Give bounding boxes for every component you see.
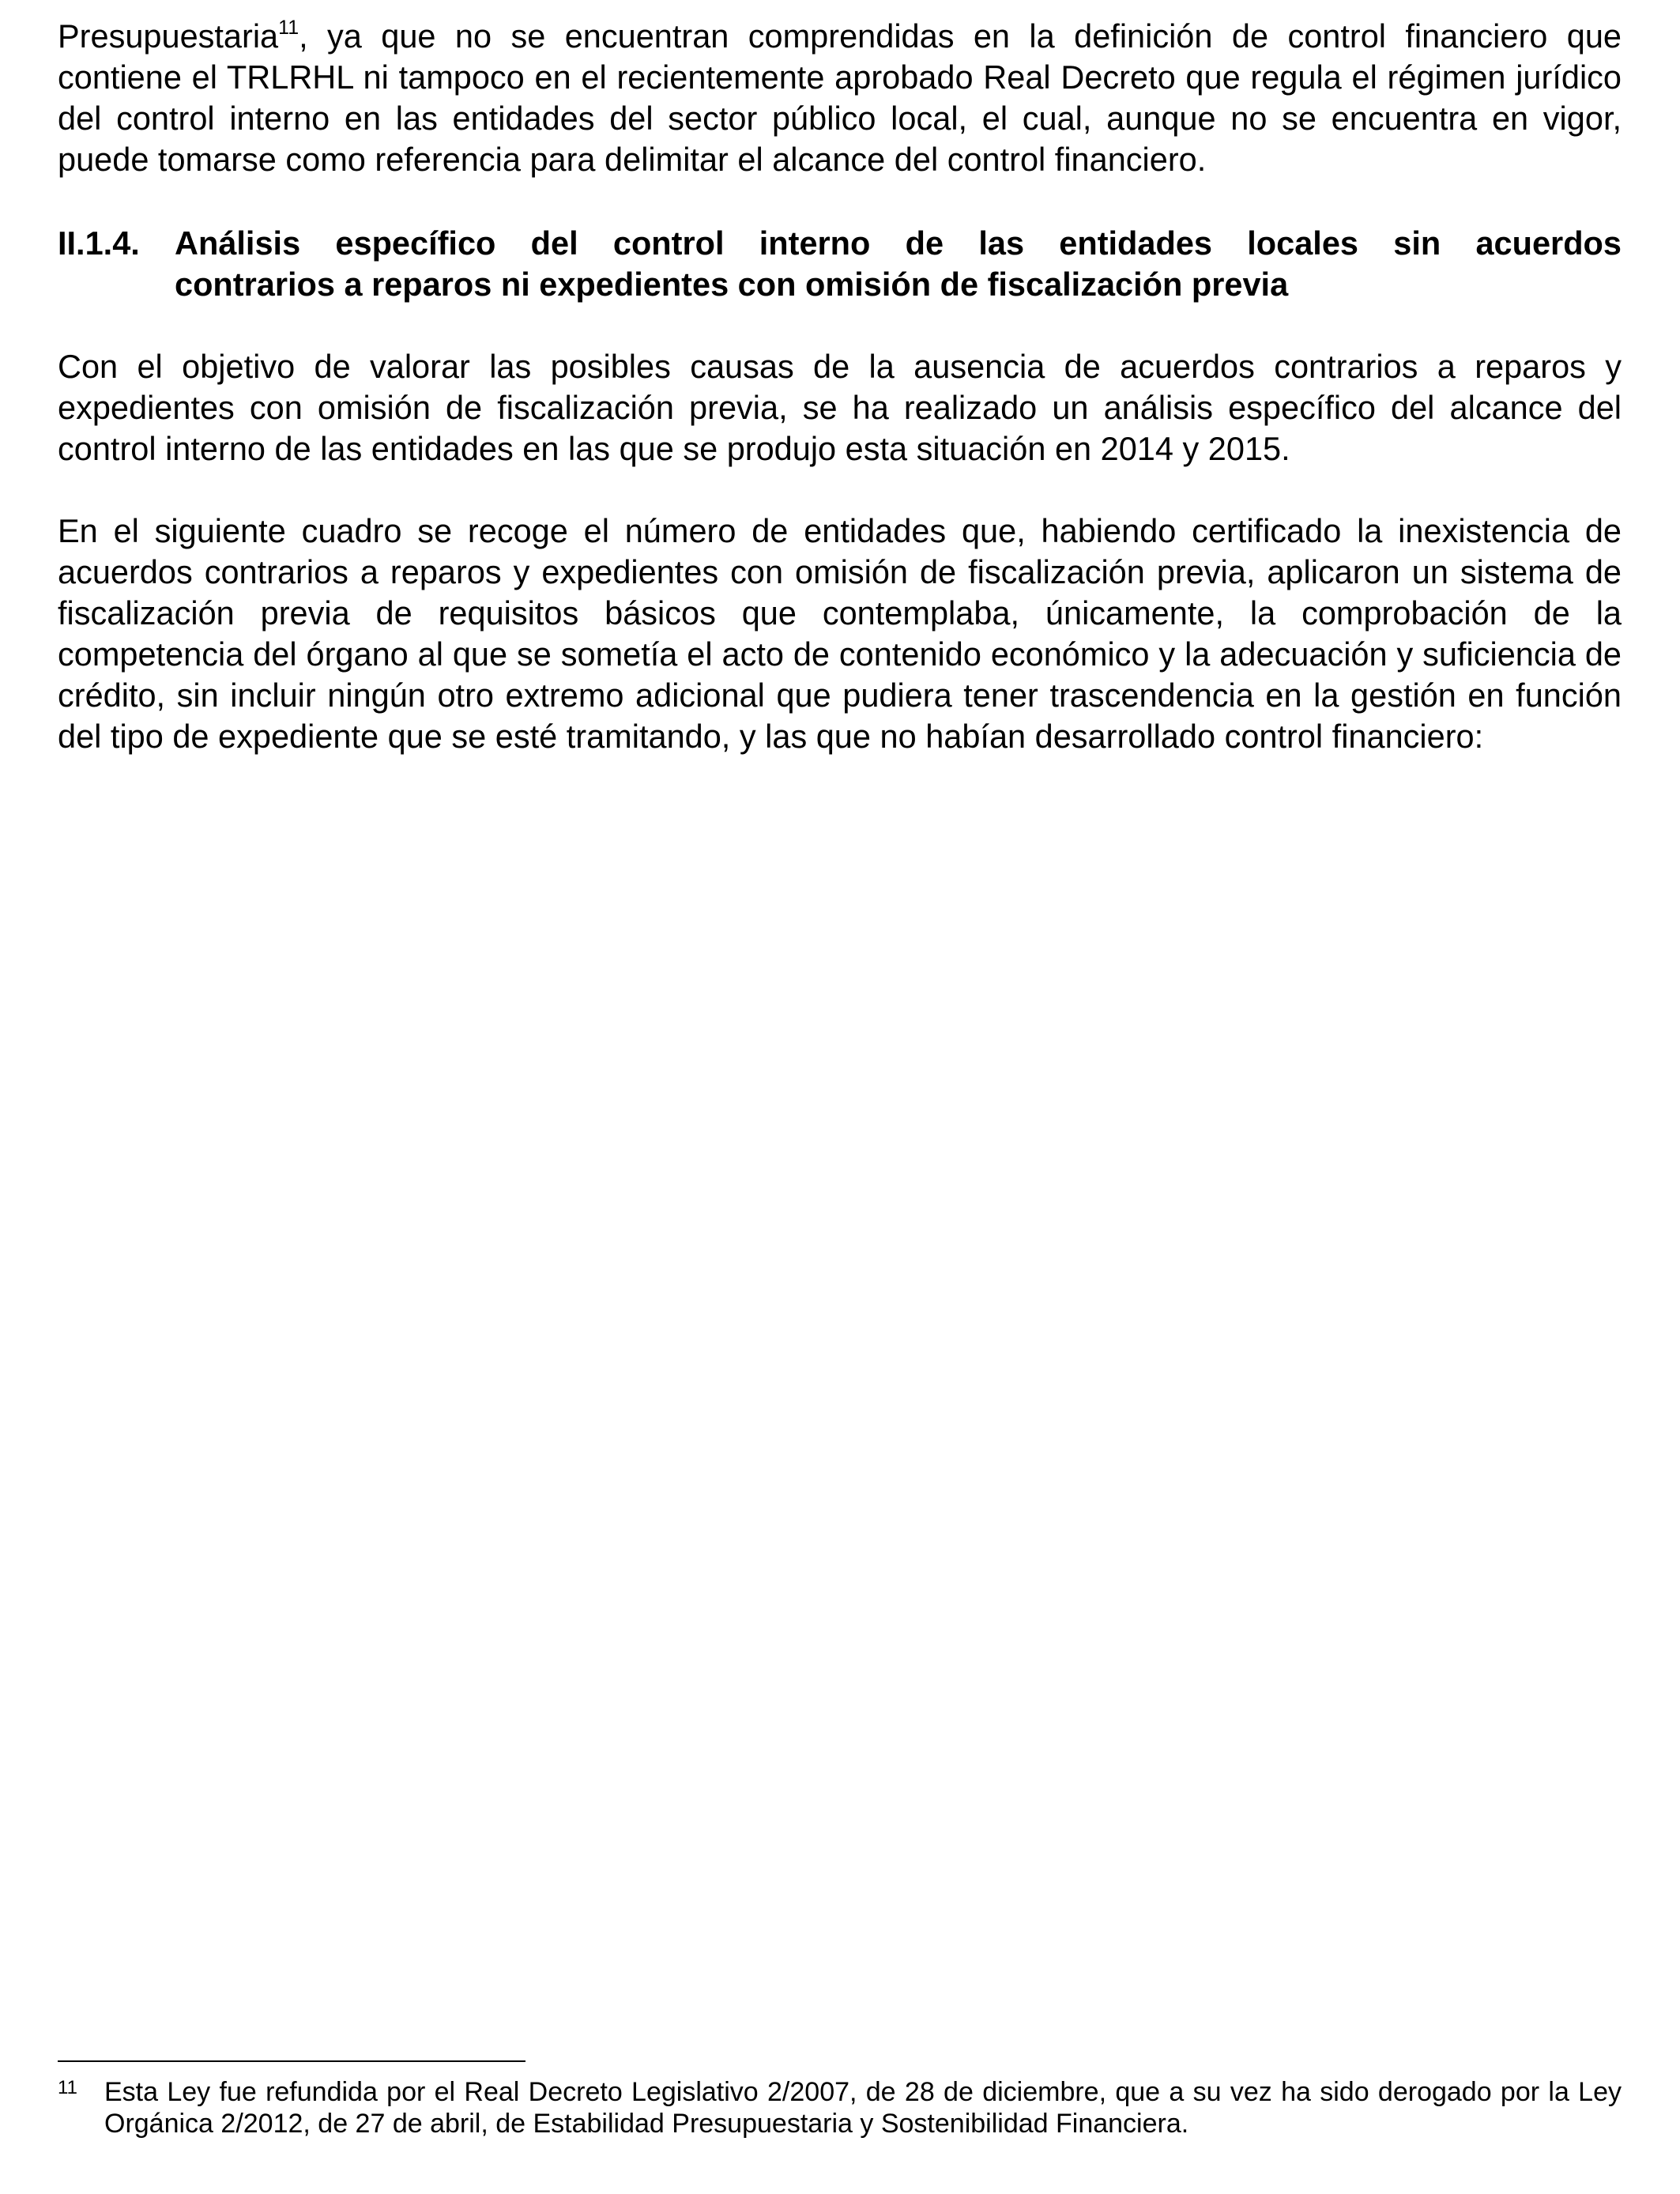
footnote (58, 2076, 1622, 2139)
paragraph-1-rest: , ya que no se encuentran comprendidas en la definición de control financiero que contiene el TRLRHL ni tampoco en el recientemente aprobado Real Decreto que regula el régimen jurídico del control interno en las entidades del sector público local, el cual, aunque no se encuentra en vigor, puede tomarse como referencia para delimitar el alcance del control financiero. (58, 17, 1622, 178)
footnote-text: Esta Ley fue refundida por el Real Decreto Legislativo 2/2007, de 28 de diciembre, que a su vez ha sido derogado por la Ley Orgánica 2/2012, de 27 de abril, de Estabilidad Presupuestaria y Sostenibilidad Financiera. (104, 2077, 1622, 2139)
section-number: II.1.4. (58, 224, 140, 262)
paragraph-3: En el siguiente cuadro se recoge el número de entidades que, habiendo certificado la inexistencia de acuerdos contrarios a reparos y expedientes con omisión de fiscalización previa, aplicaron un sistema de fiscalización previa de requisitos básicos que contemplaba, únicamente, la comprobación de la competencia del órgano al que se sometía el acto de contenido económico y la adecuación y suficiencia de crédito, sin incluir ningún otro extremo adicional que pudiera tener trascendencia en la gestión en función del tipo de expediente que se esté tramitando, y las que no habían desarrollado control financiero: (58, 512, 1622, 755)
section-title-line-2: contrarios a reparos ni expedientes con omisión de fiscalización previa (175, 266, 1289, 303)
paragraph-2: Con el objetivo de valorar las posibles causas de la ausencia de acuerdos contrarios a reparos y expedientes con omisión de fiscalización previa, se ha realizado un análisis específico del alcance del control interno de las entidades en las que se produjo esta situación en 2014 y 2015. (58, 348, 1622, 467)
footnote-number: 11 (58, 2077, 77, 2098)
footnote-separator (58, 2060, 525, 2062)
section-title-line-1: Análisis específico del control interno de las entidades locales sin acuerdos (175, 224, 1622, 262)
section-title (175, 223, 1622, 305)
page-content (58, 16, 1622, 757)
paragraph-1 (58, 16, 1622, 180)
paragraph-1-lead: Presupuestaria (58, 17, 279, 55)
footnote-reference[interactable]: 11 (278, 17, 299, 40)
section-heading (58, 223, 1622, 305)
